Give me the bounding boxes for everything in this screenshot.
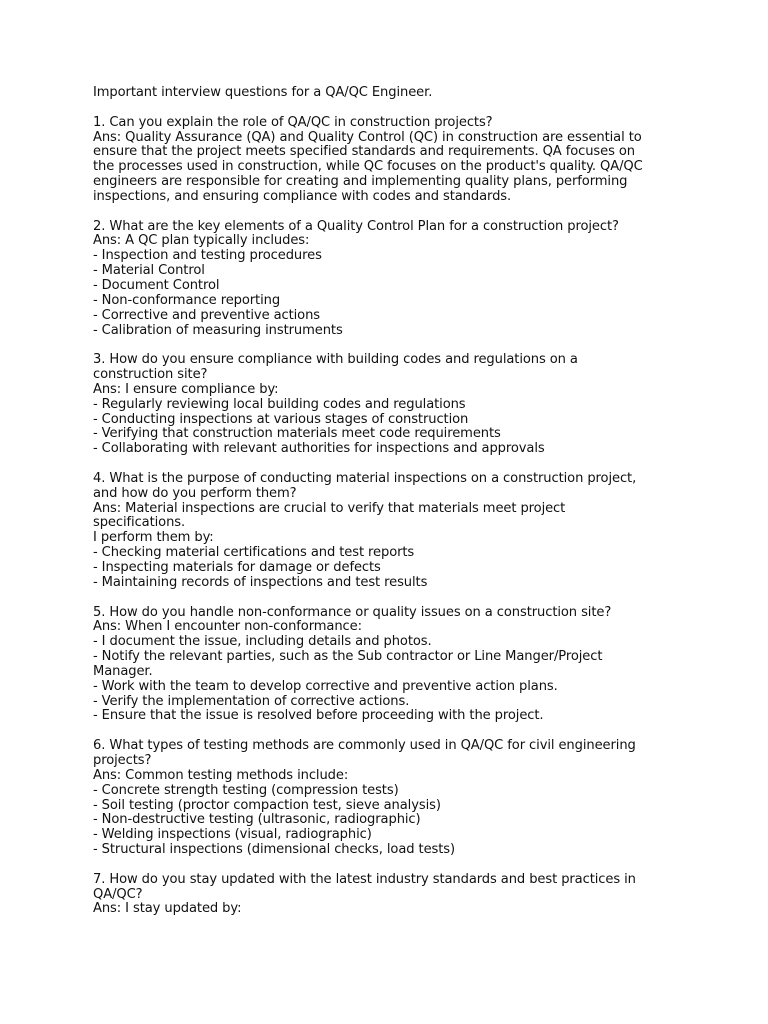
- answer-item: I perform them by:: [93, 530, 214, 546]
- answer-item: inspections, and ensuring compliance with codes and standards.: [93, 188, 512, 204]
- answer-line: Ans: A QC plan typically includes:: [93, 233, 310, 249]
- answer-item: - Inspecting materials for damage or defects: [93, 560, 381, 575]
- qa-sections: [93, 116, 678, 918]
- question-line: 5. How do you handle non-conformance or quality issues on a construction site?: [93, 604, 612, 620]
- qa-section-7: [93, 873, 678, 918]
- answer-line: Ans: When I encounter non-conformance:: [93, 619, 362, 635]
- spacer: [93, 591, 678, 606]
- spacer: [93, 858, 678, 873]
- answer-item: - Regularly reviewing local building codes and regulations: [93, 396, 466, 412]
- document-title: Important interview questions for a QA/QC Engineer.: [93, 85, 433, 100]
- spacer: [93, 205, 678, 220]
- qa-section-2: [93, 220, 678, 339]
- answer-item: the processes used in construction, while QC focuses on the product's quality. QA/QC: [93, 159, 643, 175]
- answer-item: - Work with the team to develop corrective and preventive action plans.: [93, 678, 558, 694]
- question-line: 3. How do you ensure compliance with building codes and regulations on a: [93, 352, 578, 368]
- answer-line: Ans: I ensure compliance by:: [93, 381, 279, 397]
- question-line: 6. What types of testing methods are commonly used in QA/QC for civil engineering: [93, 738, 636, 754]
- question-line: 2. What are the key elements of a Quality Control Plan for a construction project?: [93, 218, 619, 234]
- answer-item: - Concrete strength testing (compression tests): [93, 782, 399, 798]
- answer-item: engineers are responsible for creating and implementing quality plans, performing: [93, 174, 628, 190]
- answer-item: - Corrective and preventive actions: [93, 307, 321, 323]
- answer-item: - Structural inspections (dimensional checks, load tests): [93, 842, 456, 858]
- spacer: [93, 101, 678, 116]
- question-line: 4. What is the purpose of conducting material inspections on a construction project,: [93, 470, 637, 486]
- answer-item: - Non-conformance reporting: [93, 292, 281, 308]
- answer-item: - Document Control: [93, 277, 220, 293]
- question-line: QA/QC?: [93, 886, 143, 902]
- spacer: [93, 724, 678, 739]
- answer-item: - Verify the implementation of corrective actions.: [93, 693, 410, 709]
- answer-item: - Maintaining records of inspections and test results: [93, 574, 428, 590]
- question-line: 7. How do you stay updated with the latest industry standards and best practices in: [93, 871, 636, 887]
- answer-item: - Inspection and testing procedures: [93, 248, 322, 264]
- answer-line: Ans: Quality Assurance (QA) and Quality Control (QC) in construction are essential to: [93, 129, 642, 145]
- question-line: projects?: [93, 752, 152, 768]
- answer-line: Ans: Common testing methods include:: [93, 767, 349, 783]
- answer-item: - Collaborating with relevant authorities for inspections and approvals: [93, 441, 545, 457]
- answer-item: specifications.: [93, 515, 186, 531]
- qa-section-1: [93, 116, 678, 205]
- answer-item: - Welding inspections (visual, radiographic): [93, 827, 372, 843]
- answer-item: - Non-destructive testing (ultrasonic, radiographic): [93, 812, 421, 828]
- answer-item: - Conducting inspections at various stages of construction: [93, 411, 469, 427]
- document-page: [93, 86, 678, 917]
- answer-item: - Ensure that the issue is resolved before proceeding with the project.: [93, 708, 544, 724]
- qa-section-5: [93, 606, 678, 725]
- answer-item: ensure that the project meets specified standards and requirements. QA focuses on: [93, 144, 635, 160]
- qa-section-6: [93, 739, 678, 858]
- answer-line: Ans: Material inspections are crucial to verify that materials meet project: [93, 500, 566, 516]
- answer-item: - Checking material certifications and test reports: [93, 545, 415, 561]
- answer-item: - I document the issue, including details and photos.: [93, 634, 432, 650]
- answer-item: - Material Control: [93, 263, 205, 279]
- answer-item: - Calibration of measuring instruments: [93, 322, 343, 338]
- answer-line: Ans: I stay updated by:: [93, 901, 242, 917]
- spacer: [93, 338, 678, 353]
- question-line: construction site?: [93, 367, 208, 383]
- question-line: and how do you perform them?: [93, 485, 297, 501]
- question-line: 1. Can you explain the role of QA/QC in construction projects?: [93, 114, 493, 130]
- answer-item: Manager.: [93, 663, 153, 679]
- qa-section-3: [93, 353, 678, 457]
- answer-item: - Soil testing (proctor compaction test, sieve analysis): [93, 797, 441, 813]
- answer-item: - Verifying that construction materials meet code requirements: [93, 426, 501, 442]
- qa-section-4: [93, 472, 678, 591]
- spacer: [93, 457, 678, 472]
- answer-item: - Notify the relevant parties, such as the Sub contractor or Line Manger/Project: [93, 649, 603, 665]
